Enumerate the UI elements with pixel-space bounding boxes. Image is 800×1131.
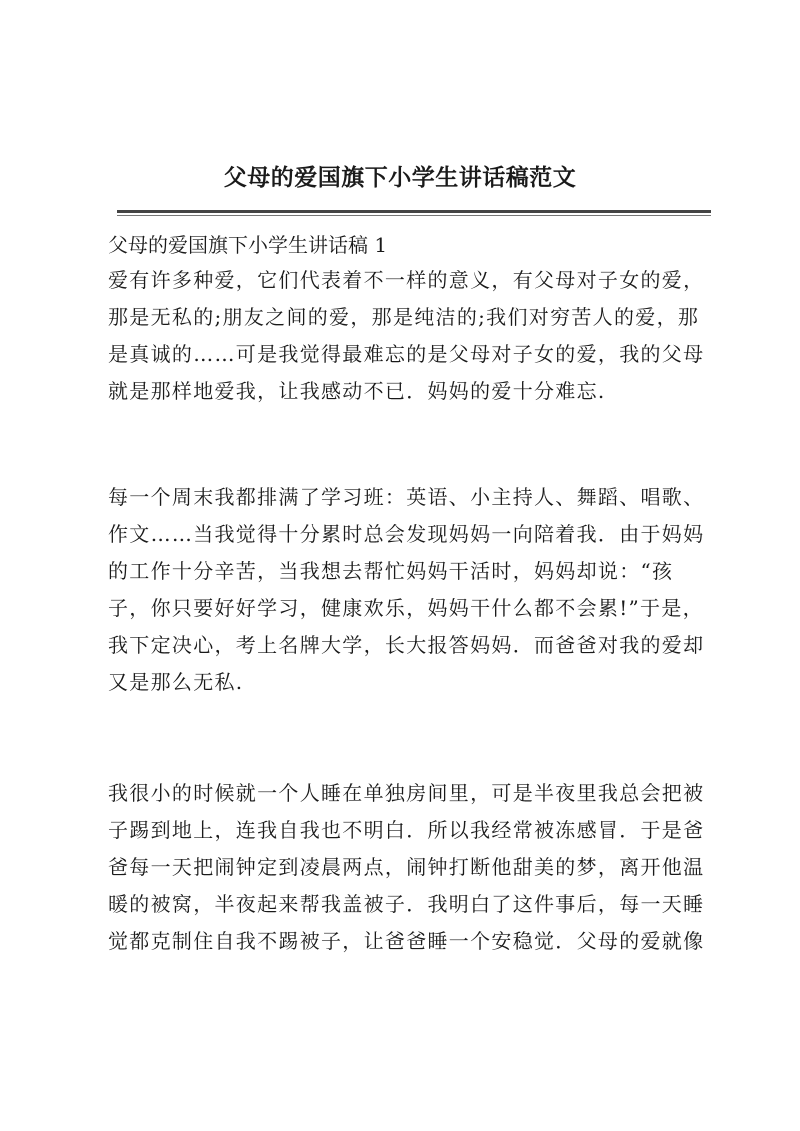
paragraph-line: 作文……当我觉得十分累时总会发现妈妈一向陪着我．由于妈妈 bbox=[108, 522, 705, 546]
paragraph-line: 我很小的时候就一个人睡在单独房间里，可是半夜里我总会把被 bbox=[108, 781, 705, 805]
document-title: 父母的爱国旗下小学生讲话稿范文 bbox=[223, 164, 577, 191]
paragraph-line: 子踢到地上，连我自我也不明白．所以我经常被冻感冒．于是爸 bbox=[108, 818, 705, 842]
title-divider-thick bbox=[117, 210, 711, 213]
paragraph-line: 爱有许多种爱，它们代表着不一样的意义，有父母对子女的爱， bbox=[108, 268, 705, 292]
title-divider-thin bbox=[117, 215, 711, 216]
section-subtitle: 父母的爱国旗下小学生讲话稿 1 bbox=[108, 233, 388, 257]
paragraph-2 bbox=[108, 479, 712, 701]
paragraph-line: 暖的被窝，半夜起来帮我盖被子．我明白了这件事后，每一天睡 bbox=[108, 892, 705, 916]
paragraph-line: 那是无私的;朋友之间的爱，那是纯洁的;我们对穷苦人的爱，那 bbox=[108, 305, 700, 329]
paragraph-line: 的工作十分辛苦，当我想去帮忙妈妈干活时，妈妈却说：“孩 bbox=[108, 559, 674, 583]
paragraph-line: 又是那么无私. bbox=[108, 670, 244, 694]
paragraph-line: 子，你只要好好学习，健康欢乐，妈妈干什么都不会累!”于是， bbox=[108, 596, 704, 620]
paragraph-line: 每一个周末我都排满了学习班：英语、小主持人、舞蹈、唱歌、 bbox=[108, 485, 705, 509]
paragraph-line: 就是那样地爱我，让我感动不已．妈妈的爱十分难忘. bbox=[108, 379, 606, 403]
paragraph-line: 觉都克制住自我不踢被子，让爸爸睡一个安稳觉．父母的爱就像 bbox=[108, 929, 705, 953]
paragraph-line: 爸每一天把闹钟定到凌晨两点，闹钟打断他甜美的梦，离开他温 bbox=[108, 855, 705, 879]
paragraph-1 bbox=[108, 262, 712, 410]
paragraph-line: 是真诚的……可是我觉得最难忘的是父母对子女的爱，我的父母 bbox=[108, 342, 705, 366]
paragraph-3 bbox=[108, 775, 712, 960]
paragraph-line: 我下定决心，考上名牌大学，长大报答妈妈．而爸爸对我的爱却 bbox=[108, 633, 705, 657]
